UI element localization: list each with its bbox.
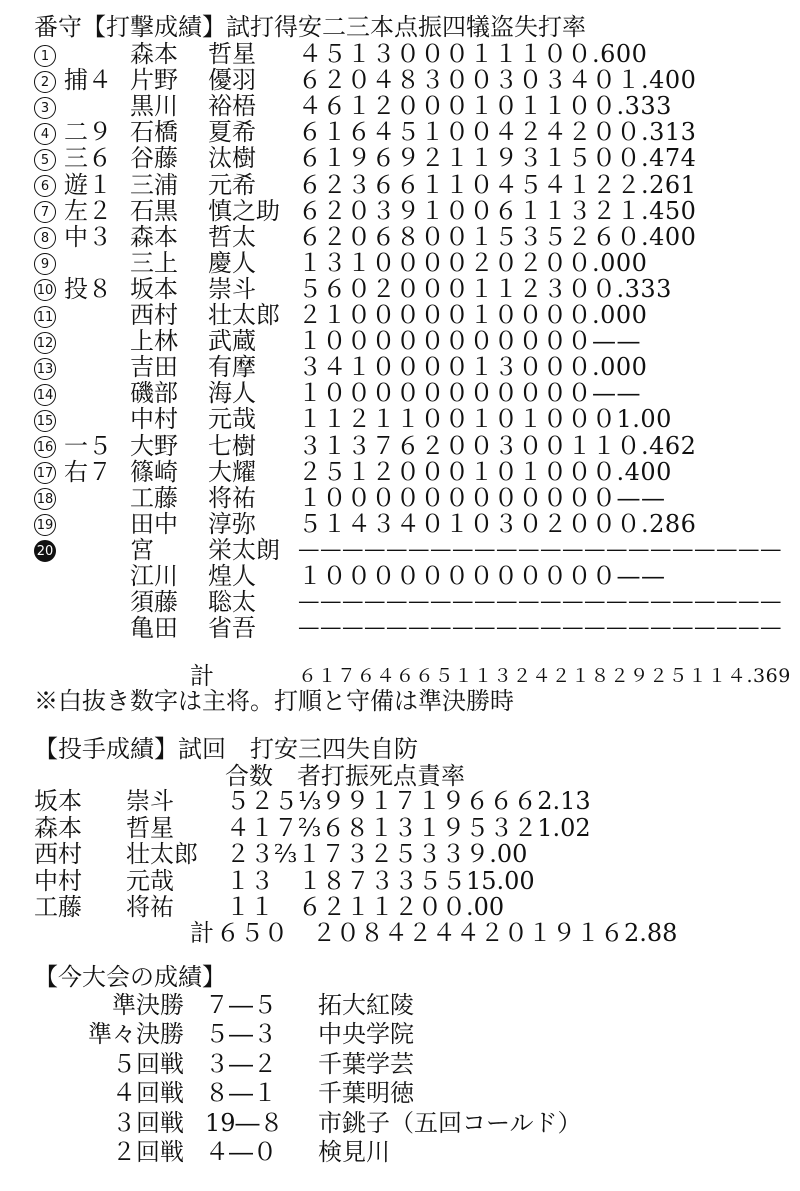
- pitching-row: [0, 841, 800, 867]
- position-label: 三６: [64, 144, 112, 173]
- batting-order-number: 5: [34, 149, 56, 171]
- pitching-stats: １３ １８７３３５５15.00: [226, 866, 535, 895]
- player-surname: 亀田: [130, 614, 178, 643]
- player-surname: 森本: [130, 40, 178, 68]
- pitching-row: [0, 894, 800, 920]
- result-score: ８―１: [205, 1079, 277, 1108]
- pitching-header-2: 合数 者打振死点責率: [225, 762, 465, 790]
- result-round: ５回戦: [112, 1049, 184, 1078]
- player-surname: 三上: [130, 248, 178, 277]
- pitching-header-1: 【投手成績】試回 打安三四失自防: [34, 735, 418, 763]
- batting-order-cell: [34, 459, 64, 485]
- batting-row: [0, 67, 800, 93]
- batting-stats: ６２３６６１１０４５４１２２.261: [298, 170, 697, 199]
- player-given-name: 壮太郎: [208, 301, 280, 329]
- batting-order-number: 3: [34, 97, 56, 119]
- player-given-name: 将祐: [208, 483, 256, 512]
- position-label: 二９: [64, 118, 112, 147]
- player-surname: 西村: [130, 301, 178, 329]
- player-surname: 須藤: [130, 588, 178, 617]
- player-given-name: 武蔵: [208, 327, 256, 356]
- batting-order-cell: [34, 198, 64, 224]
- player-given-name: 煌人: [208, 562, 256, 590]
- batting-row: [0, 433, 800, 459]
- result-opponent: 千葉明徳: [318, 1079, 414, 1108]
- batting-order-number: 2: [34, 71, 56, 93]
- position-label: 一５: [64, 431, 112, 460]
- result-opponent: 検見川: [318, 1138, 390, 1166]
- batting-order-cell: [34, 145, 64, 171]
- player-surname: 森本: [130, 222, 178, 251]
- batting-stats: ４６１２０００１０１１００.333: [298, 92, 672, 121]
- batting-stats: ５１４３４０１０３０２０００.286: [298, 509, 697, 538]
- pitcher-surname: 森本: [34, 813, 82, 842]
- pitching-total-label: 計: [190, 919, 214, 947]
- player-surname: 田中: [130, 509, 178, 538]
- pitcher-given-name: 崇斗: [126, 787, 174, 815]
- batting-stats: １１２１１００１０１０００1.00: [298, 405, 672, 434]
- player-surname: 石橋: [130, 118, 178, 147]
- results-title: 【今大会の成績】: [34, 963, 226, 991]
- batting-order-cell: [34, 380, 64, 406]
- pitching-row: [0, 868, 800, 894]
- pitching-stats: ５２５⅓９９１７１９６６６2.13: [226, 787, 591, 815]
- batting-order-cell: [34, 276, 64, 302]
- result-score: ５―３: [205, 1020, 277, 1049]
- player-given-name: 有摩: [208, 353, 256, 382]
- pitcher-given-name: 哲星: [126, 813, 174, 842]
- result-round: 準々決勝: [88, 1020, 184, 1049]
- player-surname: 工藤: [130, 483, 178, 512]
- batting-row: [0, 119, 800, 145]
- position-label: 中３: [64, 222, 112, 251]
- pitching-stats: ４１７⅔６８１３１９５３２1.02: [226, 813, 591, 842]
- batting-order-number: 15: [34, 410, 56, 432]
- batting-row: [0, 537, 800, 563]
- player-given-name: 省吾: [208, 614, 256, 643]
- batting-order-cell: [34, 41, 64, 67]
- pitching-total-row: [0, 920, 800, 946]
- batting-stats: ２５１２０００１０１０００.400: [298, 457, 672, 486]
- batting-row: [0, 354, 800, 380]
- player-given-name: 元希: [208, 170, 256, 199]
- result-opponent: 千葉学芸: [318, 1049, 414, 1078]
- player-surname: 篠崎: [130, 457, 178, 486]
- position-label: 左２: [64, 196, 112, 225]
- batting-stats: ５６０２０００１１２３００.333: [298, 274, 672, 303]
- player-given-name: 慶人: [208, 248, 256, 277]
- result-row: [0, 1051, 800, 1077]
- batting-order-cell: [34, 93, 64, 119]
- batting-order-number: 11: [34, 306, 56, 328]
- batting-order-cell: [34, 224, 64, 250]
- result-score: ７―５: [205, 991, 277, 1019]
- position-label: 捕４: [64, 66, 112, 95]
- pitching-stats: ２３⅔１７３２５３３９.00: [226, 840, 528, 868]
- batting-order-number: 9: [34, 253, 56, 275]
- batting-order-number: 19: [34, 514, 56, 536]
- result-round: 準決勝: [112, 991, 184, 1019]
- player-given-name: 慎之助: [208, 196, 280, 225]
- pitcher-surname: 工藤: [34, 893, 82, 921]
- batting-stats: ２１０００００１００００.000: [298, 301, 648, 329]
- result-score: ３―２: [205, 1049, 277, 1078]
- pitching-row: [0, 815, 800, 841]
- player-surname: 吉田: [130, 353, 178, 382]
- player-surname: 磯部: [130, 379, 178, 408]
- result-row: [0, 1080, 800, 1106]
- batting-stats: ６１９６９２１１９３１５００.474: [298, 144, 697, 173]
- result-row: [0, 1021, 800, 1047]
- batting-order-number: 4: [34, 123, 56, 145]
- batting-stats: ４５１３０００１１１００.600: [298, 40, 648, 68]
- result-row: [0, 992, 800, 1018]
- batting-order-cell: [34, 250, 64, 276]
- batting-row: [0, 380, 800, 406]
- batting-order-cell: [34, 485, 64, 511]
- batting-stats: ６１６４５１００４２４２００.313: [298, 118, 697, 147]
- player-given-name: 元哉: [208, 405, 256, 434]
- player-given-name: 大耀: [208, 457, 256, 486]
- batting-stats: １００００００００００００——: [298, 562, 666, 590]
- batting-order-number: 12: [34, 332, 56, 354]
- batting-stats: ——————————————————————: [298, 615, 782, 641]
- batting-order-cell: [34, 119, 64, 145]
- pitcher-given-name: 元哉: [126, 866, 174, 895]
- batting-order-cell: [34, 172, 64, 198]
- player-surname: 大野: [130, 431, 178, 460]
- batting-stats: １０００００００００００——: [298, 327, 641, 356]
- batting-order-number: 8: [34, 227, 56, 249]
- batting-stats: ３１３７６２００３００１１０.462: [298, 431, 697, 460]
- position-label: 右７: [64, 457, 112, 486]
- batting-stats: ６２０６８００１５３５２６０.400: [298, 222, 697, 251]
- result-opponent: 市銚子（五回コールド）: [318, 1108, 582, 1137]
- result-round: ３回戦: [112, 1108, 184, 1137]
- player-surname: 宮: [130, 535, 154, 564]
- player-given-name: 哲太: [208, 222, 256, 251]
- batting-order-cell: [34, 328, 64, 354]
- pitcher-surname: 西村: [34, 840, 82, 868]
- player-given-name: 栄太朗: [208, 535, 280, 564]
- batting-row: [0, 328, 800, 354]
- batting-order-number: 18: [34, 488, 56, 510]
- player-surname: 坂本: [130, 274, 178, 303]
- result-score: 19―８: [205, 1108, 284, 1137]
- batting-row: [0, 406, 800, 432]
- player-given-name: 哲星: [208, 40, 256, 68]
- player-given-name: 汰樹: [208, 144, 256, 173]
- batting-order-cell: [34, 302, 64, 328]
- player-surname: 黒川: [130, 92, 178, 121]
- batting-order-cell: [34, 511, 64, 537]
- pitcher-surname: 坂本: [34, 787, 82, 815]
- batting-order-cell: [34, 67, 64, 93]
- result-round: ２回戦: [112, 1138, 184, 1166]
- batting-stats: １０００００００００００——: [298, 379, 641, 408]
- batting-row: [0, 589, 800, 615]
- player-given-name: 七樹: [208, 431, 256, 460]
- batting-order-number: 17: [34, 462, 56, 484]
- player-surname: 片野: [130, 66, 178, 95]
- batting-row: [0, 172, 800, 198]
- player-surname: 谷藤: [130, 144, 178, 173]
- batting-note: ※白抜き数字は主将。打順と守備は準決勝時: [34, 687, 514, 715]
- player-given-name: 聡太: [208, 588, 256, 617]
- player-given-name: 海人: [208, 379, 256, 408]
- pitcher-surname: 中村: [34, 866, 82, 895]
- batting-order-number: 1: [34, 45, 56, 67]
- batting-order-number: 10: [34, 279, 56, 301]
- batting-row: [0, 276, 800, 302]
- batting-row: [0, 563, 800, 589]
- position-label: 投８: [64, 274, 112, 303]
- batting-order-number: 6: [34, 175, 56, 197]
- batting-stats: ——————————————————————: [298, 536, 782, 562]
- batting-total-stats: ６１７６４６６５１１３２４２１８２９２５１１４.369: [298, 665, 791, 687]
- player-surname: 中村: [130, 405, 178, 434]
- batting-row: [0, 302, 800, 328]
- batting-order-number: 16: [34, 436, 56, 458]
- batting-order-cell: [34, 537, 64, 563]
- batting-stats: ——————————————————————: [298, 589, 782, 615]
- batting-total-label: 計: [190, 662, 214, 690]
- batting-order-number: 13: [34, 358, 56, 380]
- batting-stats: １３１００００２０２００.000: [298, 248, 648, 277]
- pitching-row: [0, 788, 800, 814]
- batting-row: [0, 41, 800, 67]
- result-score: ４―０: [205, 1138, 277, 1166]
- player-surname: 石黒: [130, 196, 178, 225]
- player-surname: 三浦: [130, 170, 178, 199]
- captain-number-badge: 20: [34, 540, 56, 562]
- position-label: 遊１: [64, 170, 112, 199]
- batting-row: [0, 224, 800, 250]
- batting-stats: ６２０３９１００６１１３２１.450: [298, 196, 697, 225]
- player-surname: 上林: [130, 327, 178, 356]
- batting-row: [0, 459, 800, 485]
- result-row: [0, 1139, 800, 1165]
- batting-order-cell: [34, 433, 64, 459]
- pitcher-given-name: 将祐: [126, 893, 174, 921]
- result-row: [0, 1110, 800, 1136]
- batting-order-number: 7: [34, 201, 56, 223]
- batting-row: [0, 485, 800, 511]
- pitching-total-stats: ６５０ ２０８４２４４２０１９１６2.88: [216, 919, 678, 947]
- player-surname: 江川: [130, 562, 178, 590]
- batting-stats: ６２０４８３００３０３４０１.400: [298, 66, 697, 95]
- player-given-name: 優羽: [208, 66, 256, 95]
- player-given-name: 裕梧: [208, 92, 256, 121]
- batting-total-row: [0, 663, 800, 689]
- batting-header: 番守【打撃成績】試打得安二三本点振四犠盗失打率: [34, 13, 586, 41]
- result-opponent: 中央学院: [318, 1020, 414, 1049]
- batting-stats: ３４１００００１３０００.000: [298, 353, 648, 382]
- batting-row: [0, 145, 800, 171]
- batting-row: [0, 198, 800, 224]
- player-given-name: 夏希: [208, 118, 256, 147]
- batting-row: [0, 615, 800, 641]
- pitching-stats: １１ ６２１１２００.00: [226, 893, 505, 921]
- batting-order-cell: [34, 406, 64, 432]
- player-given-name: 崇斗: [208, 274, 256, 303]
- pitcher-given-name: 壮太郎: [126, 840, 198, 868]
- player-given-name: 淳弥: [208, 509, 256, 538]
- batting-row: [0, 250, 800, 276]
- batting-order-number: 14: [34, 384, 56, 406]
- batting-row: [0, 93, 800, 119]
- result-opponent: 拓大紅陵: [318, 991, 414, 1019]
- result-round: ４回戦: [112, 1079, 184, 1108]
- batting-order-cell: [34, 354, 64, 380]
- batting-row: [0, 511, 800, 537]
- batting-stats: １００００００００００００——: [298, 483, 666, 512]
